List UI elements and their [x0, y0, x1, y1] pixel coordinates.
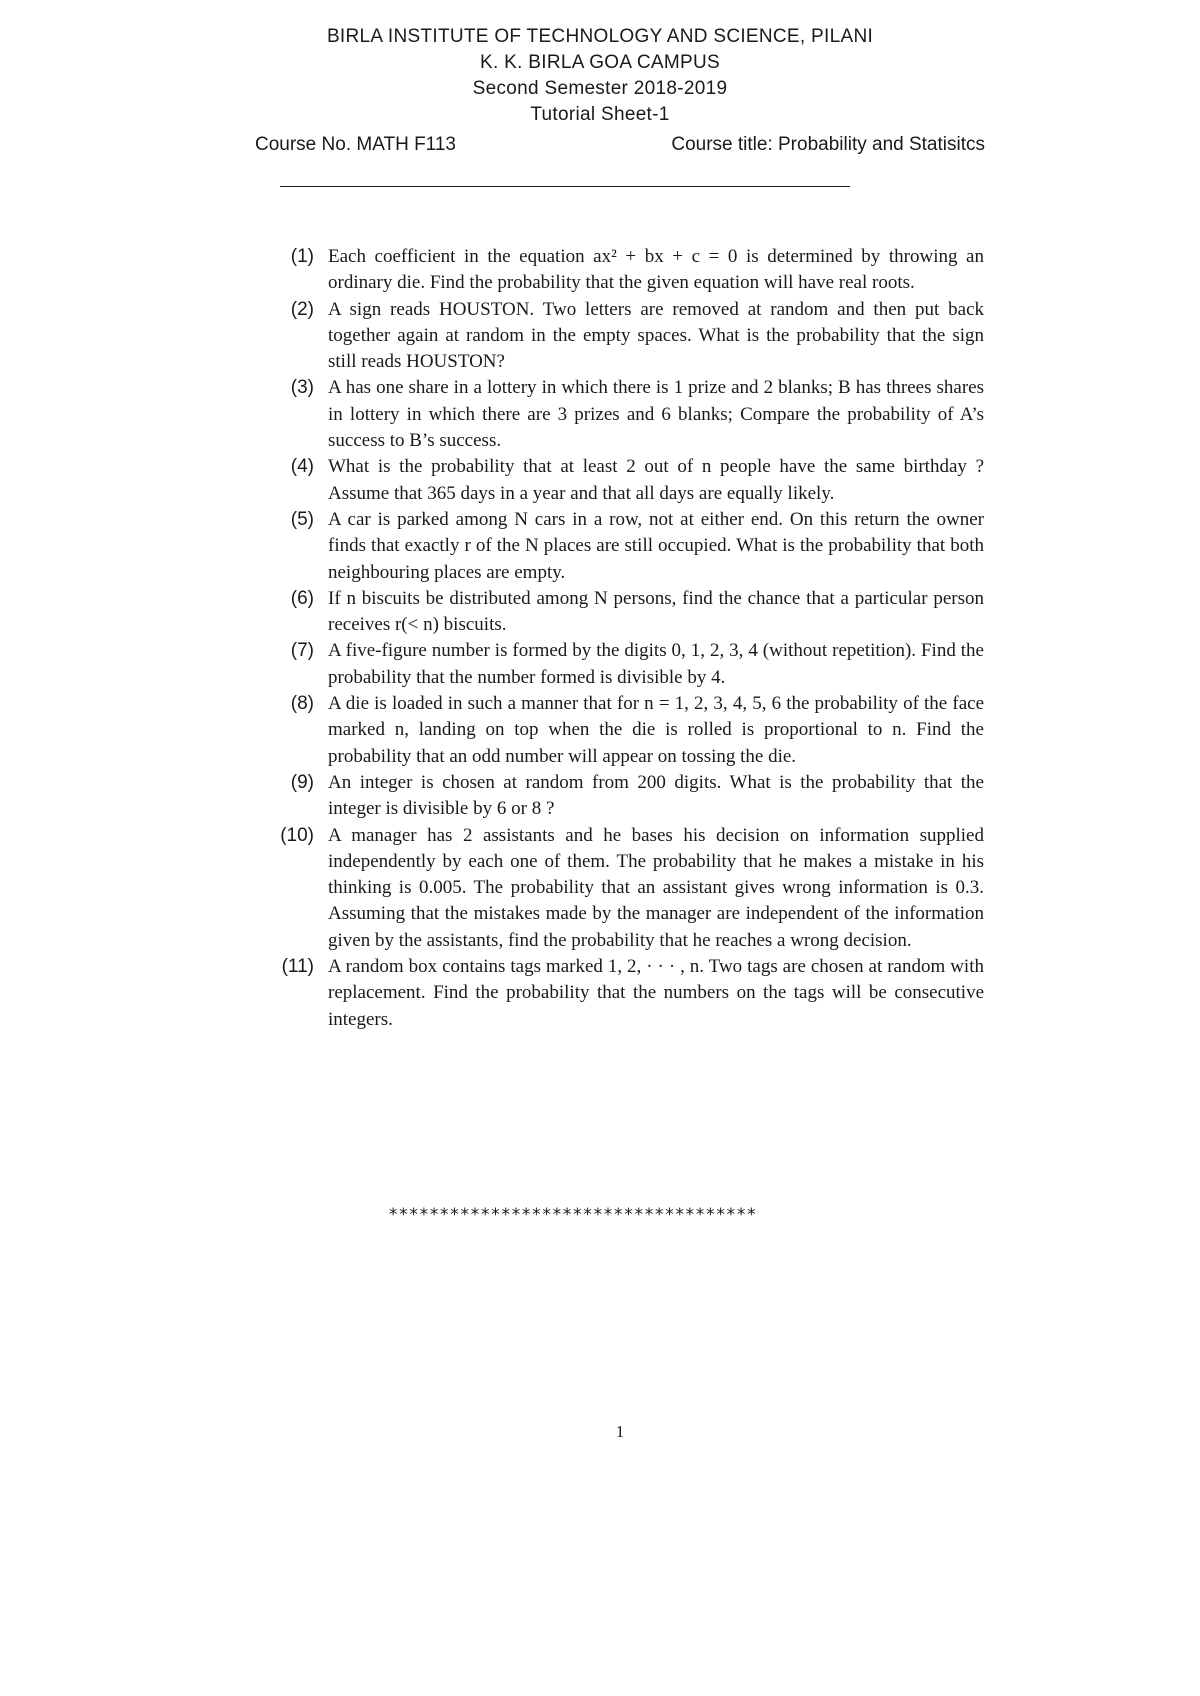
problem-item [280, 297, 984, 376]
problem-item [280, 375, 984, 454]
problem-text: A random box contains tags marked 1, 2, · · · , n. Two tags are chosen at random with replacement. Find the probability that the numbers on the tags will be consecutive integers. [328, 956, 984, 1030]
problem-item [280, 823, 984, 954]
problem-text: A five-figure number is formed by the digits 0, 1, 2, 3, 4 (without repetition). Find the probability that the number formed is divisible by 4. [328, 640, 984, 688]
problem-item [280, 507, 984, 586]
problem-text: A sign reads HOUSTON. Two letters are removed at random and then put back together again at random in the empty spaces. What is the probability that the sign still reads HOUSTON? [328, 298, 984, 373]
problem-text: If n biscuits be distributed among N persons, find the chance that a particular person receives r(< n) biscuits. [328, 587, 984, 636]
problem-item [280, 691, 984, 770]
problem-text: An integer is chosen at random from 200 digits. What is the probability that the integer is divisible by 6 or 8 ? [328, 771, 984, 820]
problem-item [280, 244, 984, 297]
problem-item [280, 770, 984, 823]
problem-number: (2) [290, 298, 314, 320]
problem-number: (3) [290, 377, 314, 399]
problem-item [280, 954, 984, 1033]
problem-number: (1) [290, 246, 314, 267]
page-number: 1 [615, 1422, 625, 1441]
problem-number: (9) [290, 771, 314, 793]
problem-number: (4) [290, 456, 314, 478]
header-divider [280, 186, 850, 187]
problem-text: A die is loaded in such a manner that for n = 1, 2, 3, 4, 5, 6 the probability of the face marked n, landing on top when the die is rolled is proportional to n. Find the probability that an odd number will appear on tossing the die. [328, 693, 984, 767]
problem-text: A manager has 2 assistants and he bases his decision on information supplied independently by each one of them. The probability that he makes a mistake in his thinking is 0.005. The probability that an assistant gives wrong information is 0.3. Assuming that the mistakes made by the manager are independent of the information given by the assistants, find the probability that he reaches a wrong decision. [328, 824, 984, 951]
course-number: Course No. MATH F113 [255, 134, 456, 155]
problem-item [280, 586, 984, 639]
semester-label: Second Semester 2018-2019 [472, 78, 728, 99]
problem-text: Each coefficient in the equation ax² + bx + c = 0 is determined by throwing an ordinary die. Find the probability that the given equation will have real roots. [328, 246, 984, 294]
document-header [0, 24, 1200, 128]
problem-list [280, 244, 984, 1033]
problem-text: What is the probability that at least 2 out of n people have the same birthday ? Assume that 365 days in a year and that all days are equally likely. [328, 456, 984, 504]
problem-number: (5) [290, 508, 314, 530]
course-title: Course title: Probability and Statisitcs [671, 134, 985, 155]
campus-name: K. K. BIRLA GOA CAMPUS [480, 52, 720, 73]
problem-text: A has one share in a lottery in which there is 1 prize and 2 blanks; B has threes shares in lottery in which there are 3 prizes and 6 blanks; Compare the probability of A’s success to B’s success. [328, 377, 984, 452]
problem-item [280, 638, 984, 691]
problem-item [280, 454, 984, 507]
problem-text: A car is parked among N cars in a row, not at either end. On this return the owner finds that exactly r of the N places are still occupied. What is the probability that both neighbouring places are empty. [328, 508, 984, 583]
problem-number: (10) [280, 824, 314, 846]
problem-number: (11) [281, 956, 314, 978]
institute-name: BIRLA INSTITUTE OF TECHNOLOGY AND SCIENCE, PILANI [326, 26, 874, 47]
problem-number: (6) [290, 587, 314, 609]
problem-number: (7) [290, 640, 314, 662]
problem-number: (8) [290, 693, 314, 715]
end-separator-stars: ************************************ [388, 1205, 757, 1225]
sheet-title: Tutorial Sheet-1 [530, 104, 670, 125]
